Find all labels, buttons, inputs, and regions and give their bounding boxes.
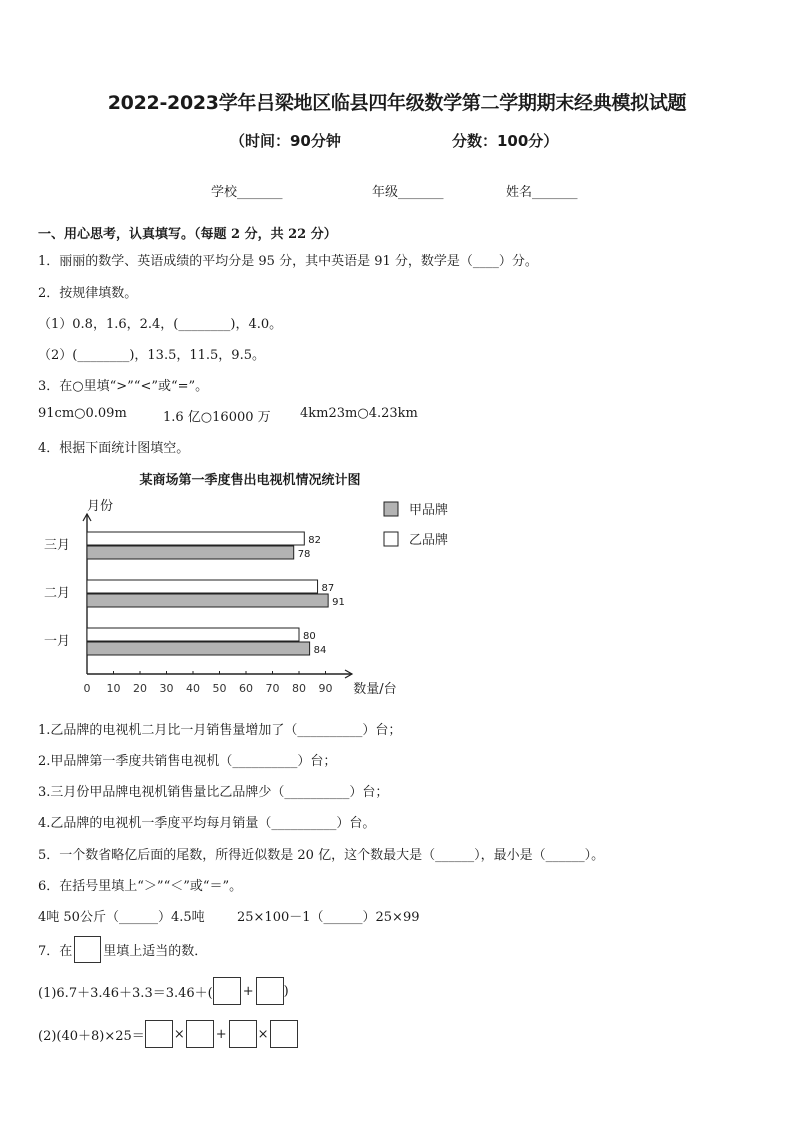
legend-label: 乙品牌: [409, 533, 449, 548]
question-4-sub-4: 4.乙品牌的电视机一季度平均每月销量（__________）台。: [38, 816, 376, 831]
x-tick-label: 0: [83, 682, 91, 695]
times-sign: ×: [257, 1026, 269, 1042]
x-tick-label: 70: [265, 682, 280, 695]
exam-score: 分数：100分）: [452, 132, 559, 150]
x-tick-label: 80: [292, 682, 306, 695]
data-label: 84: [313, 645, 327, 656]
question-2: 2．按规律填数。: [38, 286, 138, 301]
x-tick-label: 20: [133, 682, 147, 695]
grade-field: 年级_______: [372, 185, 444, 200]
x-axis-label: 数量/台: [353, 682, 397, 697]
answer-box[interactable]: [145, 1020, 173, 1048]
answer-box-sample: [74, 936, 101, 963]
question-6-item-2: 25×100－1（______）25×99: [237, 910, 420, 925]
answer-box[interactable]: [229, 1020, 257, 1048]
bar: [87, 580, 318, 593]
bar: [87, 532, 304, 545]
question-7-suffix: 里填上适当的数．: [103, 944, 208, 959]
data-label: 91: [332, 597, 345, 608]
school-field: 学校_______: [211, 185, 283, 200]
x-tick-label: 10: [106, 682, 121, 695]
data-label: 82: [308, 535, 322, 546]
question-7-prefix: 7．在: [38, 944, 73, 959]
x-tick-label: 90: [318, 682, 333, 695]
legend-swatch: [384, 502, 398, 516]
question-6: 6．在括号里填上“＞”“＜”或“＝”。: [38, 879, 243, 894]
data-label: 80: [303, 631, 316, 642]
answer-box[interactable]: [256, 977, 284, 1005]
question-7-part-1: [38, 977, 289, 1005]
question-4: 4．根据下面统计图填空。: [38, 441, 190, 456]
question-7-part-2-text: (2)(40＋8)×25＝: [38, 1028, 145, 1044]
plus-sign: +: [242, 983, 254, 999]
data-label: 87: [321, 583, 335, 594]
legend-swatch: [384, 532, 398, 546]
question-4-sub-3: 3.三月份甲品牌电视机销售量比乙品牌少（__________）台；: [38, 785, 389, 800]
section-heading: 一、用心思考，认真填写。（每题 2 分，共 22 分）: [38, 227, 337, 242]
question-5: 5．一个数省略亿后面的尾数，所得近似数是 20 亿，这个数最大是（______），最小是（______）。: [38, 848, 605, 863]
question-4-sub-2: 2.甲品牌第一季度共销售电视机（__________）台；: [38, 754, 337, 769]
times-sign: ×: [173, 1026, 185, 1042]
question-2-part-2: （2）(________)，13.5，11.5，9.5。: [38, 348, 265, 363]
question-7-part-1-text: (1)6.7＋3.46＋3.3＝3.46＋(: [38, 985, 213, 1001]
data-label: 78: [297, 549, 311, 560]
question-3-item-1: 91cm○0.09m: [38, 406, 127, 421]
x-tick-label: 30: [159, 682, 174, 695]
question-3-item-2: 1.6 亿○16000 万: [163, 410, 271, 425]
bar: [87, 642, 310, 655]
close-paren: ): [283, 983, 289, 999]
page-title: 2022-2023学年吕梁地区临县四年级数学第二学期期末经典模拟试题: [107, 92, 687, 114]
answer-box[interactable]: [186, 1020, 214, 1048]
question-3-item-3: 4km23m○4.23km: [300, 406, 418, 421]
question-3: 3．在○里填“>”“<”或“=”。: [38, 379, 209, 394]
question-1: 1．丽丽的数学、英语成绩的平均分是 95 分，其中英语是 91 分，数学是（____）分。: [38, 254, 538, 269]
x-tick-label: 60: [239, 682, 253, 695]
bar: [87, 628, 299, 641]
question-7: [38, 936, 207, 963]
question-6-item-1: 4吨 50公斤（______）4.5吨: [38, 910, 205, 925]
category-label: 一月: [43, 634, 71, 649]
x-tick-label: 50: [212, 682, 227, 695]
category-label: 三月: [43, 538, 71, 553]
question-7-part-2: [38, 1020, 298, 1048]
question-4-sub-1: 1.乙品牌的电视机二月比一月销售量增加了（__________）台；: [38, 723, 402, 738]
legend-label: 甲品牌: [409, 503, 449, 518]
x-tick-label: 40: [186, 682, 200, 695]
tv-sales-chart: [30, 462, 470, 702]
question-2-part-1: （1）0.8，1.6，2.4，(________)，4.0。: [38, 317, 283, 332]
exam-time: （时间：90分钟: [230, 132, 341, 150]
plus-sign: +: [215, 1026, 227, 1042]
y-axis-label: 月份: [86, 499, 114, 514]
category-label: 二月: [43, 586, 71, 601]
bar: [87, 594, 328, 607]
answer-box[interactable]: [270, 1020, 298, 1048]
answer-box[interactable]: [213, 977, 241, 1005]
name-field: 姓名_______: [506, 185, 578, 200]
bar: [87, 546, 294, 559]
chart-title: 某商场第一季度售出电视机情况统计图: [139, 473, 361, 488]
